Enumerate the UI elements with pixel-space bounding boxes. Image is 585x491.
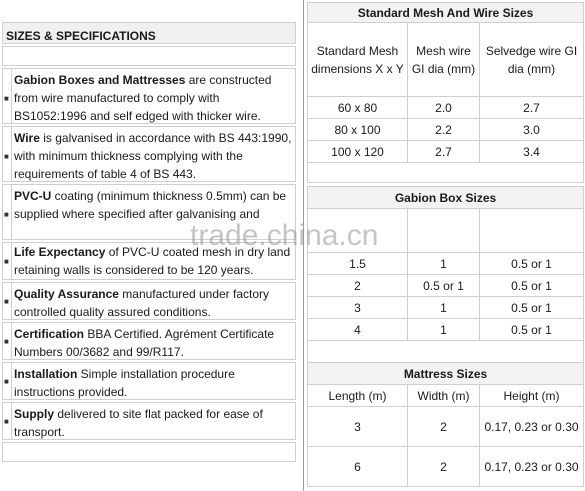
bullet-icon: ■ (4, 377, 9, 386)
bullet-icon: ■ (4, 337, 9, 346)
table-cell: 0.5 or 1 (480, 297, 584, 319)
spec-spacer (2, 46, 296, 66)
table-row (308, 97, 584, 119)
gabion-header-cell (480, 209, 584, 253)
spec-item-heading: Supply (14, 407, 55, 421)
bullet-icon: ■ (4, 257, 9, 266)
table-row (308, 447, 584, 487)
gabion-table-title: Gabion Box Sizes (308, 187, 584, 209)
table-cell: 80 x 100 (308, 119, 408, 141)
table-cell: 2.0 (408, 97, 480, 119)
bullet-icon: ■ (4, 152, 9, 161)
spec-item-text: Simple installation procedure instructions provided. (14, 367, 235, 399)
specs-title: SIZES & SPECIFICATIONS (2, 22, 296, 44)
spec-item-pvc (2, 184, 296, 240)
bullet-icon: ■ (4, 297, 9, 306)
table-cell: 1 (408, 319, 480, 341)
spec-item-quality (2, 282, 296, 320)
mesh-wire-table (307, 2, 584, 183)
mattress-table-title: Mattress Sizes (308, 363, 584, 385)
table-cell: 2.7 (480, 97, 584, 119)
table-cell: 4 (308, 319, 408, 341)
table-cell: 3 (308, 297, 408, 319)
table-row (308, 253, 584, 275)
table-cell: 3 (308, 407, 408, 447)
spec-item-text: coating (minimum thickness 0.5mm) can be supplied where specified after galvanising and (14, 189, 287, 221)
table-cell: 3.4 (480, 141, 584, 163)
spec-item-heading: Wire (14, 131, 40, 145)
mesh-table-title: Standard Mesh And Wire Sizes (308, 3, 584, 23)
table-row (308, 297, 584, 319)
spec-item-text: BBA Certified. Agrément Certificate Numbers 00/3682 and 99/R117. (14, 327, 275, 359)
gabion-header-cell (308, 209, 408, 253)
spec-item-heading: Life Expectancy (14, 245, 106, 259)
spec-item-installation (2, 362, 296, 400)
spec-item-text: of PVC-U coated mesh in dry land retaining walls is considered to be 120 years. (14, 245, 291, 277)
table-cell: 3.0 (480, 119, 584, 141)
table-cell: 0.5 or 1 (480, 253, 584, 275)
spec-item-text: are constructed from wire manufactured to comply with BS1052:1996 and self edged with thicker wire. (14, 73, 272, 123)
table-spacer (308, 341, 584, 363)
bullet-icon: ■ (4, 94, 9, 103)
table-cell: 2.2 (408, 119, 480, 141)
table-cell: 2 (408, 407, 480, 447)
gabion-box-table (307, 186, 584, 363)
table-row (308, 275, 584, 297)
spec-item-heading: Installation (14, 367, 78, 381)
table-cell: 0.17, 0.23 or 0.30 (480, 407, 584, 447)
spec-item-text: delivered to site flat packed for ease of transport. (14, 407, 263, 439)
spec-item-wire (2, 126, 296, 182)
mesh-header-dimensions: Standard Mesh dimensions X x Y (308, 23, 408, 97)
spec-item-heading: Certification (14, 327, 85, 341)
mattress-header-height: Height (m) (480, 385, 584, 407)
sizes-panel (307, 0, 583, 491)
table-cell: 0.5 or 1 (480, 275, 584, 297)
table-cell: 2 (408, 447, 480, 487)
table-cell: 6 (308, 447, 408, 487)
table-row (308, 141, 584, 163)
spec-item-heading: PVC-U (14, 189, 52, 203)
spec-item-supply (2, 402, 296, 440)
table-cell: 1 (408, 253, 480, 275)
spec-item-life-expectancy (2, 242, 296, 280)
table-cell: 0.17, 0.23 or 0.30 (480, 447, 584, 487)
mesh-header-mesh-wire: Mesh wire GI dia (mm) (408, 23, 480, 97)
spec-spacer (2, 442, 296, 462)
column-divider (303, 0, 304, 491)
table-row (308, 319, 584, 341)
bullet-icon: ■ (4, 417, 9, 426)
table-cell: 0.5 or 1 (408, 275, 480, 297)
table-cell: 1 (408, 297, 480, 319)
mesh-header-selvedge-wire: Selvedge wire GI dia (mm) (480, 23, 584, 97)
spec-item-text: manufactured under factory controlled quality assured conditions. (14, 287, 270, 319)
spec-item-certification (2, 322, 296, 360)
table-row (308, 407, 584, 447)
spec-item-text: is galvanised in accordance with BS 443:1990, with minimum thickness complying with the requirements of table 4 of BS 443. (14, 131, 292, 181)
table-row (308, 119, 584, 141)
mattress-header-length: Length (m) (308, 385, 408, 407)
table-cell: 100 x 120 (308, 141, 408, 163)
table-cell: 2.7 (408, 141, 480, 163)
table-cell: 1.5 (308, 253, 408, 275)
mattress-table (307, 362, 584, 487)
table-spacer (308, 163, 584, 183)
spec-item-heading: Quality Assurance (14, 287, 119, 301)
table-cell: 2 (308, 275, 408, 297)
bullet-icon: ■ (4, 210, 9, 219)
gabion-header-cell (408, 209, 480, 253)
table-cell: 0.5 or 1 (480, 319, 584, 341)
mattress-header-width: Width (m) (408, 385, 480, 407)
spec-item-gabion-boxes (2, 68, 296, 124)
spec-item-heading: Gabion Boxes and Mattresses (14, 73, 186, 87)
table-cell: 60 x 80 (308, 97, 408, 119)
watermark-logo: trade.china.cn (190, 219, 379, 252)
